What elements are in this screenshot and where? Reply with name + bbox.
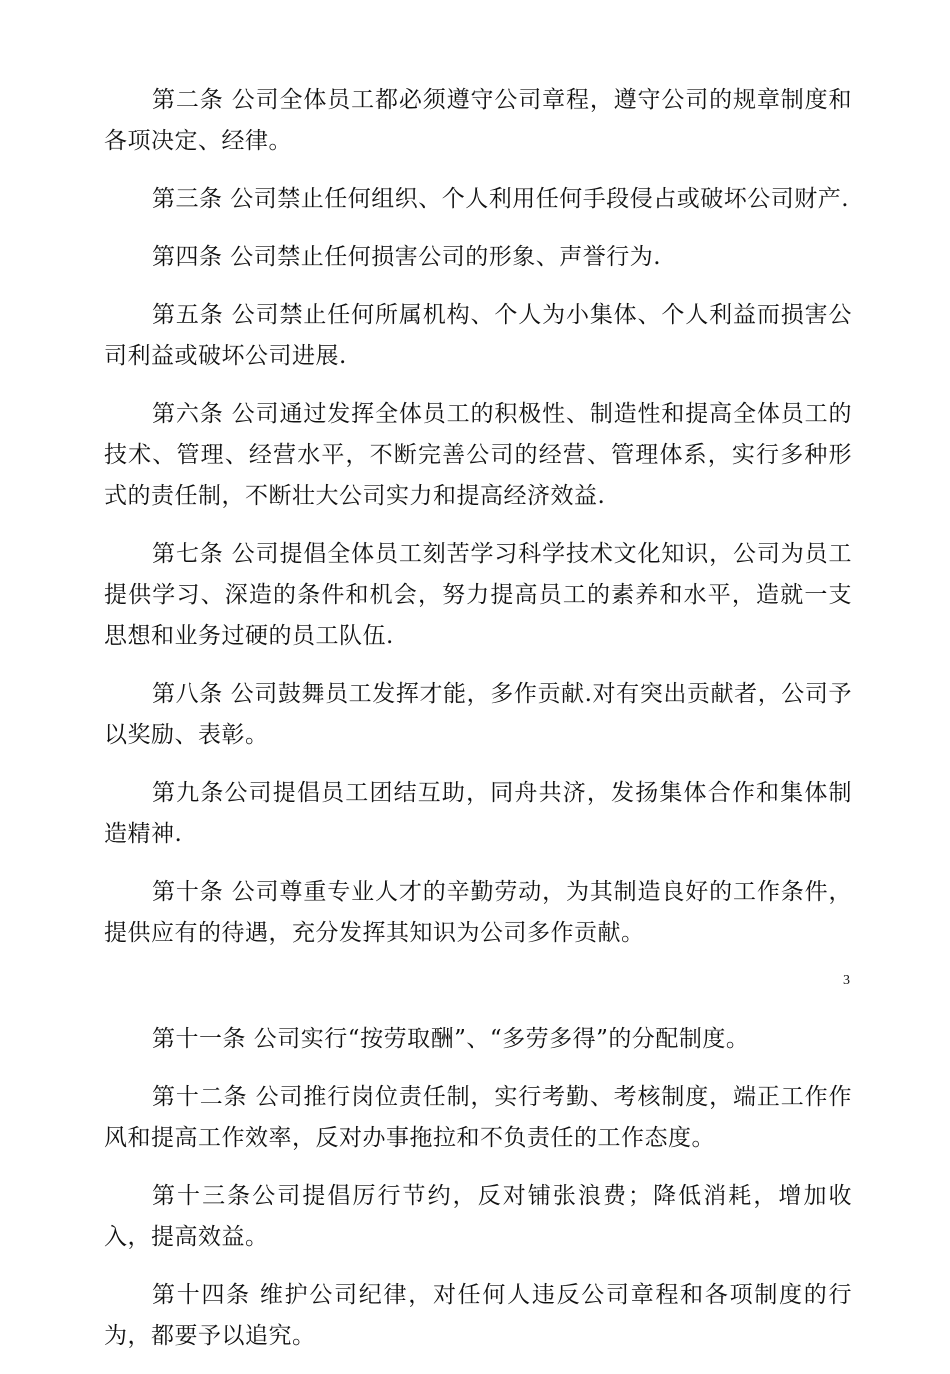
article-11: 第十一条 公司实行“按劳取酬”、“多劳多得”的分配制度。 xyxy=(152,1026,750,1052)
page-number: 3 xyxy=(843,973,850,988)
article-9: 第九条公司提倡员工团结互助，同舟共济，发扬集体合作和集体制造精神. xyxy=(104,780,852,847)
article-13: 第十三条公司提倡厉行节约，反对铺张浪费；降低消耗，增加收入，提高效益。 xyxy=(104,1183,852,1250)
article-12: 第十二条 公司推行岗位责任制，实行考勤、考核制度，端正工作作风和提高工作效率，反对办事拖拉和不负责任的工作态度。 xyxy=(104,1084,852,1151)
article-8: 第八条 公司鼓舞员工发挥才能，多作贡献.对有突出贡献者，公司予以奖励、表彰。 xyxy=(104,681,852,748)
article-5: 第五条 公司禁止任何所属机构、个人为小集体、个人利益而损害公司利益或破坏公司进展. xyxy=(104,302,852,369)
document-page xyxy=(104,80,852,1374)
article-3: 第三条 公司禁止任何组织、个人利用任何手段侵占或破坏公司财产. xyxy=(152,186,850,212)
article-4: 第四条 公司禁止任何损害公司的形象、声誉行为. xyxy=(152,244,662,270)
article-10: 第十条 公司尊重专业人才的辛勤劳动，为其制造良好的工作条件，提供应有的待遇，充分发挥其知识为公司多作贡献。 xyxy=(104,879,852,946)
article-2: 第二条 公司全体员工都必须遵守公司章程，遵守公司的规章制度和各项决定、经律。 xyxy=(104,87,852,154)
article-7: 第七条 公司提倡全体员工刻苦学习科学技术文化知识，公司为员工提供学习、深造的条件和机会，努力提高员工的素养和水平，造就一支思想和业务过硬的员工队伍. xyxy=(104,541,852,649)
article-6: 第六条 公司通过发挥全体员工的积极性、制造性和提高全体员工的技术、管理、经营水平，不断完善公司的经营、管理体系，实行多种形式的责任制，不断壮大公司实力和提高经济效益. xyxy=(104,401,852,509)
article-14: 第十四条 维护公司纪律，对任何人违反公司章程和各项制度的行为，都要予以追究。 xyxy=(104,1282,852,1349)
